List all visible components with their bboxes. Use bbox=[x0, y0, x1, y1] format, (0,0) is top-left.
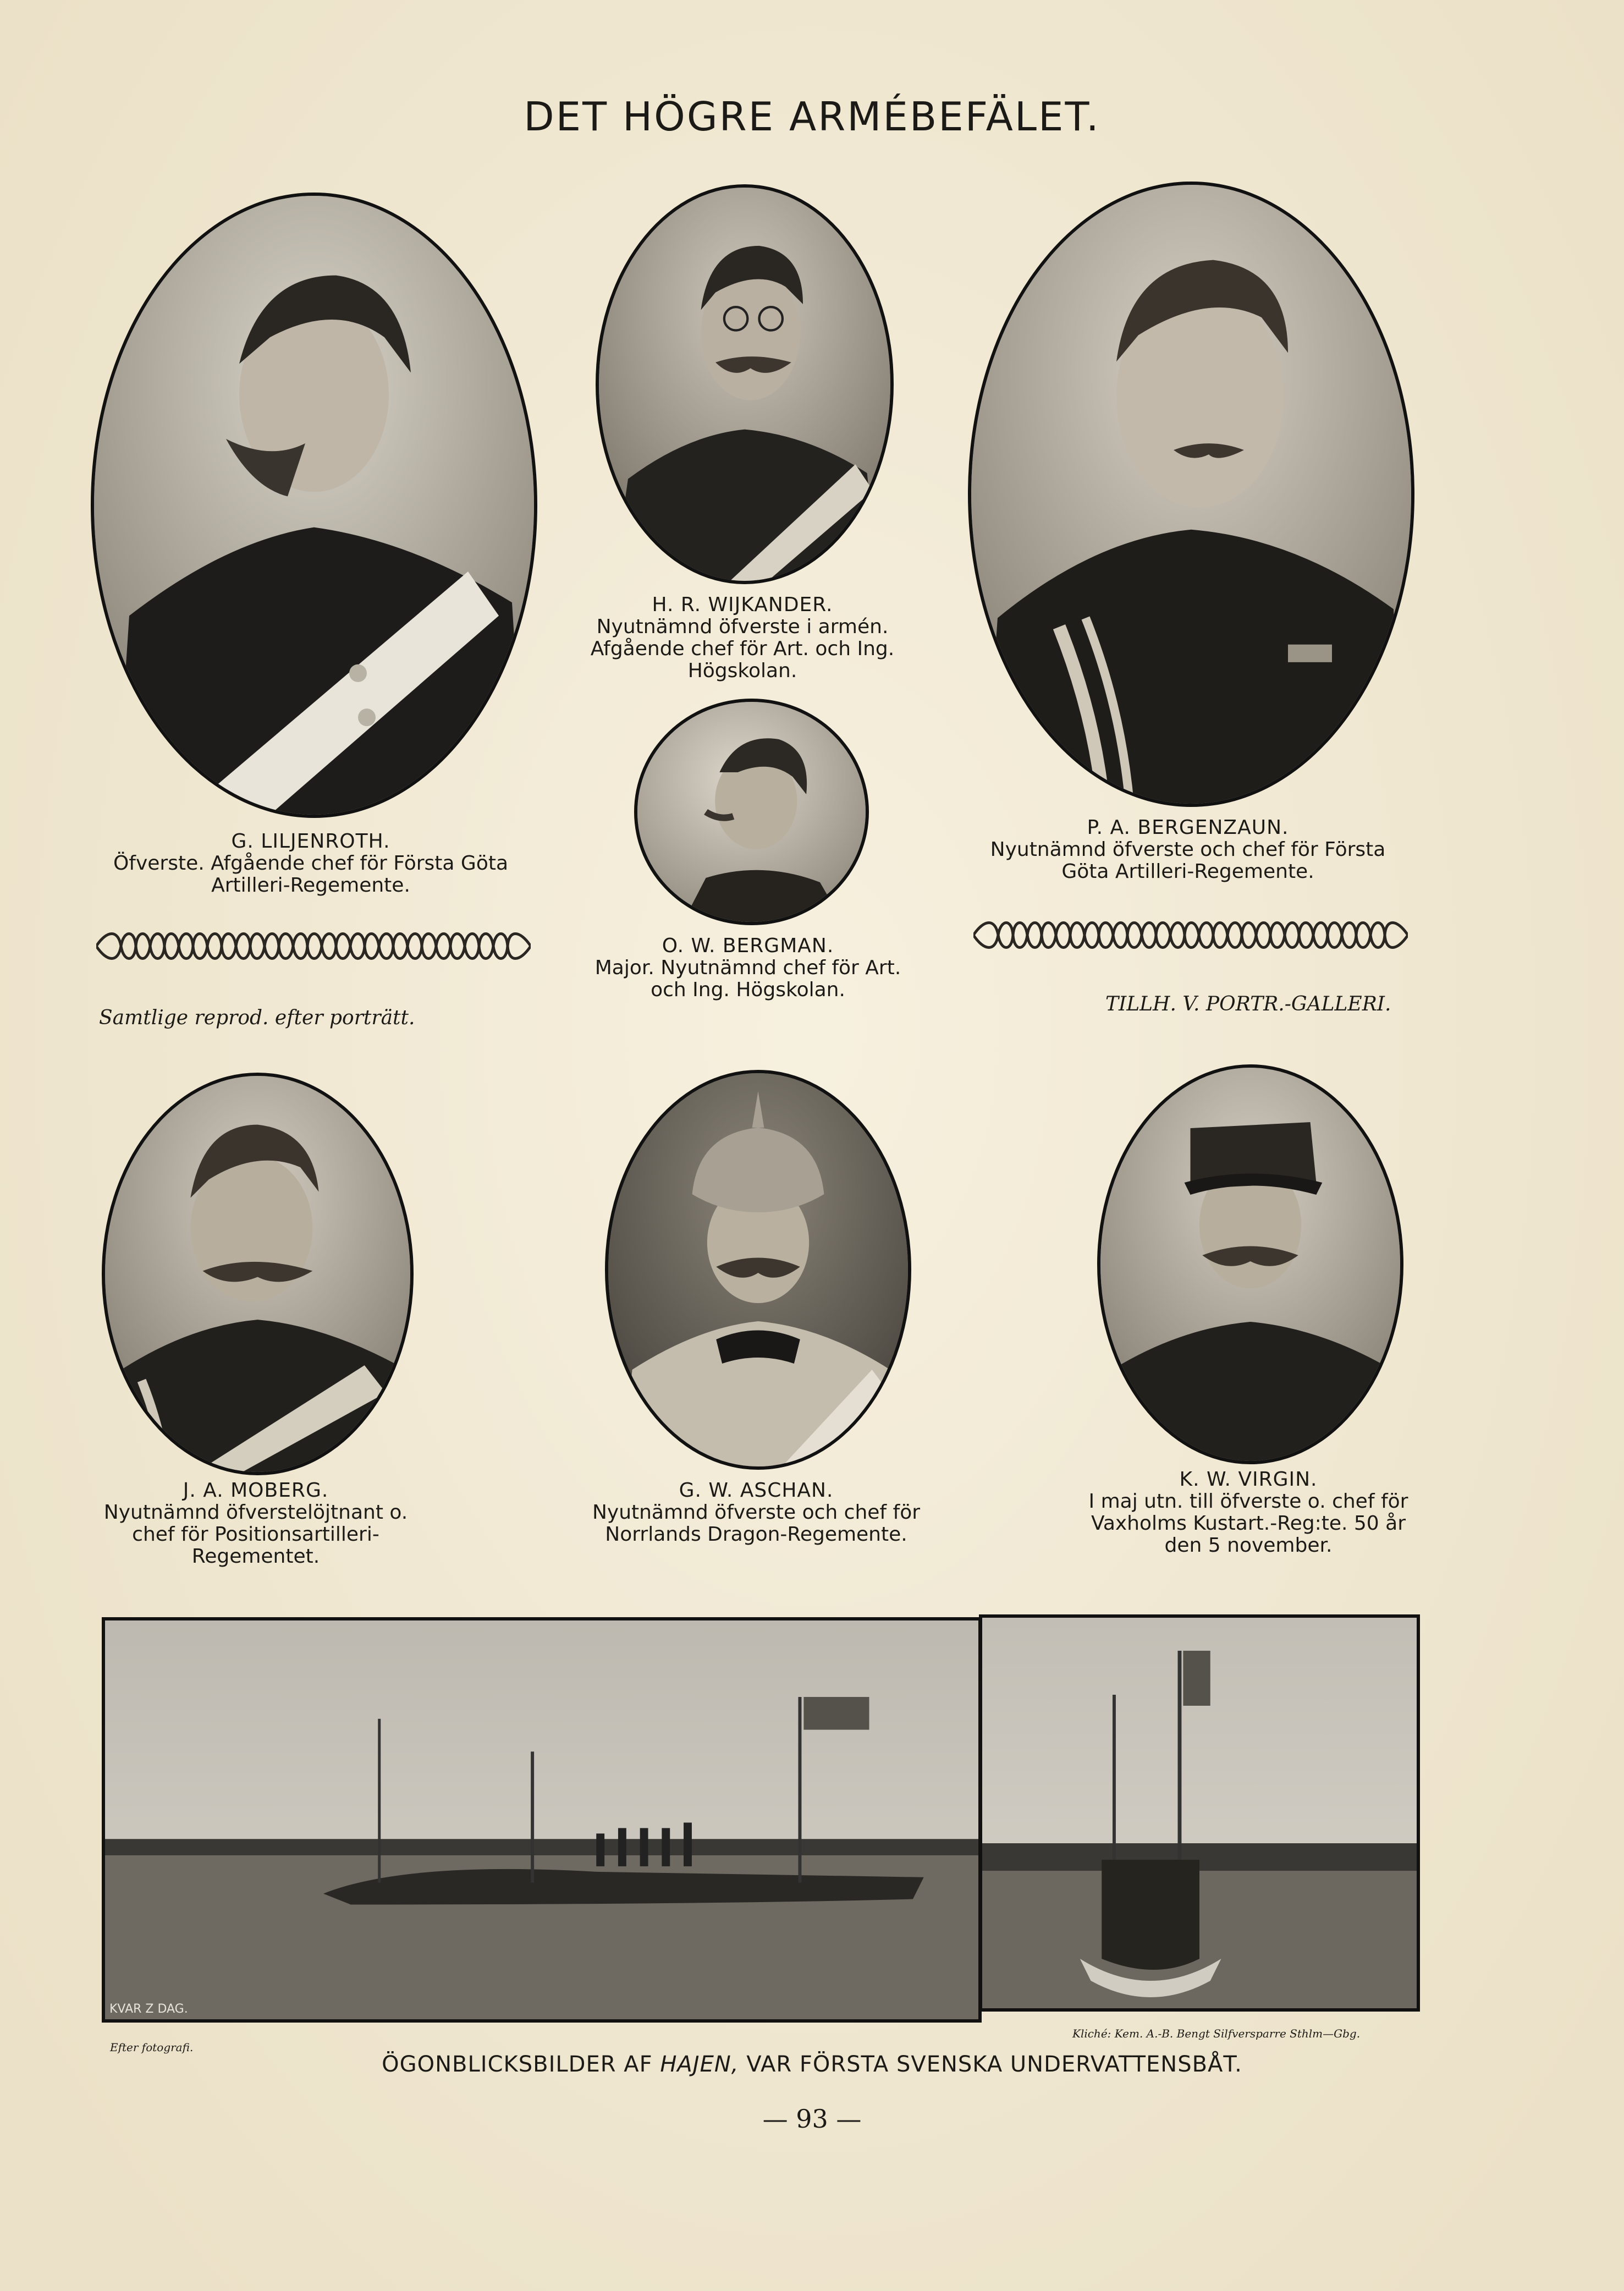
name-aschan: G. W. ASCHAN. bbox=[679, 1479, 834, 1502]
desc-liljenroth: Öfverste. Afgående chef för Första Göta Artilleri-Regemente. bbox=[113, 852, 509, 897]
desc-wijkander: Nyutnämnd öfverste i armén. Afgående chef för Art. och Ing. Högskolan. bbox=[590, 616, 895, 682]
photo-stamp: KVAR Z DAG. bbox=[109, 2002, 188, 2016]
ornament-right bbox=[973, 916, 1408, 954]
caption-moberg bbox=[91, 1480, 421, 1568]
portrait-virgin bbox=[1097, 1064, 1403, 1464]
page-number: — 93 — bbox=[762, 2104, 862, 2134]
photo-credit-right: Kliché: Kem. A.-B. Bengt Silfversparre Sthlm—Gbg. bbox=[1072, 2027, 1361, 2040]
page-title: DET HÖGRE ARMÉBEFÄLET. bbox=[524, 94, 1100, 140]
portrait-liljenroth bbox=[91, 193, 537, 818]
name-virgin: K. W. VIRGIN. bbox=[1179, 1468, 1318, 1491]
caption-text-post: VAR FÖRSTA SVENSKA UNDERVATTENSBÅT. bbox=[739, 2052, 1242, 2077]
photo-hajen-side bbox=[102, 1617, 982, 2023]
desc-moberg: Nyutnämnd öfverstelöjtnant o. chef för Positionsartilleri-Regementet. bbox=[103, 1501, 408, 1568]
caption-vessel-name: HAJEN, bbox=[660, 2052, 739, 2077]
credit-left: Samtlige reprod. efter porträtt. bbox=[99, 1007, 415, 1029]
portrait-bergman bbox=[634, 699, 869, 925]
desc-virgin: I maj utn. till öfverste o. chef för Vaxholms Kustart.-Reg:te. 50 år den 5 november. bbox=[1088, 1490, 1408, 1557]
name-moberg: J. A. MOBERG. bbox=[183, 1479, 329, 1502]
caption-bergman bbox=[583, 935, 913, 1001]
name-bergenzaun: P. A. BERGENZAUN. bbox=[1087, 816, 1289, 839]
name-wijkander: H. R. WIJKANDER. bbox=[652, 594, 833, 616]
photo-hajen-front bbox=[979, 1614, 1420, 2012]
ornament-left bbox=[96, 927, 531, 965]
desc-bergenzaun: Nyutnämnd öfverste och chef för Första Göta Artilleri-Regemente. bbox=[990, 838, 1386, 883]
caption-wijkander bbox=[577, 594, 907, 682]
name-liljenroth: G. LILJENROTH. bbox=[231, 830, 390, 853]
caption-aschan bbox=[588, 1480, 924, 1546]
caption-liljenroth bbox=[82, 831, 539, 897]
caption-text-pre: ÖGONBLICKSBILDER AF bbox=[382, 2052, 660, 2077]
portrait-bergenzaun bbox=[968, 182, 1414, 807]
caption-bergenzaun bbox=[968, 817, 1408, 883]
desc-bergman: Major. Nyutnämnd chef för Art. och Ing. Högskolan. bbox=[594, 957, 901, 1001]
caption-virgin bbox=[1072, 1469, 1424, 1557]
portrait-moberg bbox=[102, 1073, 414, 1475]
submarine-caption bbox=[0, 2052, 1624, 2077]
portrait-wijkander bbox=[596, 184, 894, 584]
portrait-aschan bbox=[605, 1070, 911, 1470]
desc-aschan: Nyutnämnd öfverste och chef för Norrlands Dragon-Regemente. bbox=[592, 1501, 921, 1546]
name-bergman: O. W. BERGMAN. bbox=[662, 935, 834, 957]
photo-credit-left: Efter fotografi. bbox=[110, 2041, 194, 2054]
credit-right: TILLH. V. PORTR.-GALLERI. bbox=[1105, 993, 1391, 1015]
